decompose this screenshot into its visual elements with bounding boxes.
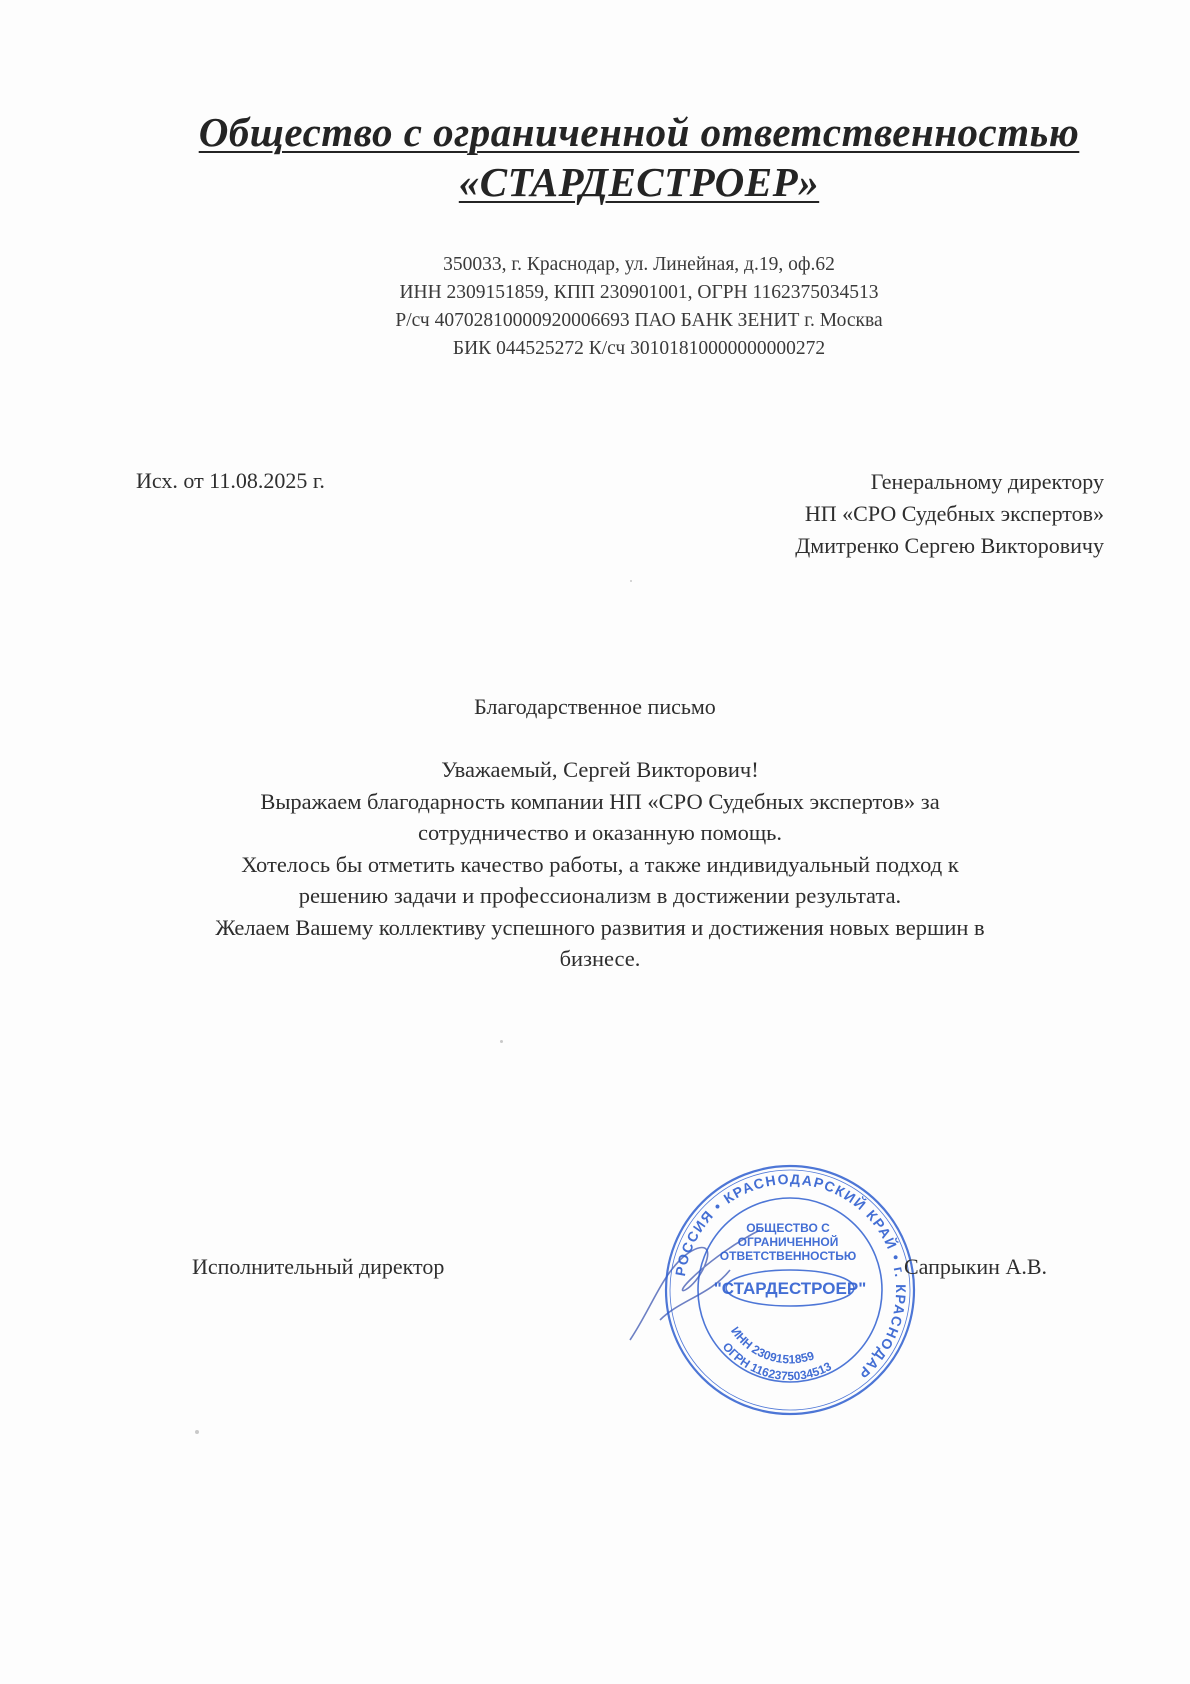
scan-speck xyxy=(195,1430,199,1434)
stamp-company-name: "СТАРДЕСТРОЕР" xyxy=(713,1279,867,1298)
company-account: Р/сч 40702810000920006693 ПАО БАНК ЗЕНИТ г. Москва xyxy=(395,310,883,331)
addressee-name: Дмитренко Сергею Викторовичу xyxy=(795,533,1104,558)
stamp-center-line1: ОБЩЕСТВО С xyxy=(746,1221,830,1235)
letter-line: бизнесе. xyxy=(559,946,641,971)
company-address: 350033, г. Краснодар, ул. Линейная, д.19, оф.62 xyxy=(443,254,835,275)
letter-line: Выражаем благодарность компании НП «СРО Судебных экспертов» за xyxy=(260,788,940,814)
stamp-inn: ИНН 2309151859 xyxy=(728,1324,816,1367)
stamp-center-line2: ОГРАНИЧЕННОЙ xyxy=(737,1235,839,1249)
letter-title: Благодарственное письмо xyxy=(474,694,716,719)
company-ids: ИНН 2309151859, КПП 230901001, ОГРН 1162375034513 xyxy=(399,282,879,303)
company-seal xyxy=(660,1160,920,1420)
addressee-position: Генеральному директору xyxy=(870,469,1104,494)
addressee-organization: НП «СРО Судебных экспертов» xyxy=(804,501,1104,526)
company-bank: БИК 044525272 К/сч 30101810000000000272 xyxy=(452,338,826,359)
org-name-line1: Общество с ограниченной ответственностью xyxy=(198,109,1080,155)
scan-speck xyxy=(500,1040,503,1043)
stamp-ogrn: ОГРН 1162375034513 xyxy=(719,1339,834,1384)
letter-body xyxy=(100,754,1100,975)
stamp-center-line3: ОТВЕТСТВЕННОСТЬЮ xyxy=(719,1249,857,1263)
company-requisites xyxy=(44,251,1190,363)
letter-line: Уважаемый, Сергей Викторович! xyxy=(441,757,759,782)
signer-role: Исполнительный директор xyxy=(192,1254,445,1279)
letter-line: Желаем Вашему коллективу успешного развития и достижения новых вершин в xyxy=(215,914,985,940)
signer-name: Сапрыкин А.В. xyxy=(904,1254,1047,1279)
stamp-ring-text: РОССИЯ • КРАСНОДАРСКИЙ КРАЙ • г. КРАСНОДАР xyxy=(671,1170,910,1383)
org-name-line2: «СТАРДЕСТРОЕР» xyxy=(458,159,820,205)
letter-line: решению задачи и профессионализм в достижении результата. xyxy=(298,883,902,908)
addressee-block xyxy=(795,466,1104,562)
outgoing-number-date: Исх. от 11.08.2025 г. xyxy=(136,468,325,493)
scan-speck xyxy=(630,580,632,582)
letter-line: сотрудничество и оказанную помощь. xyxy=(417,820,783,845)
letter-line: Хотелось бы отметить качество работы, а также индивидуальный подход к xyxy=(241,851,959,877)
